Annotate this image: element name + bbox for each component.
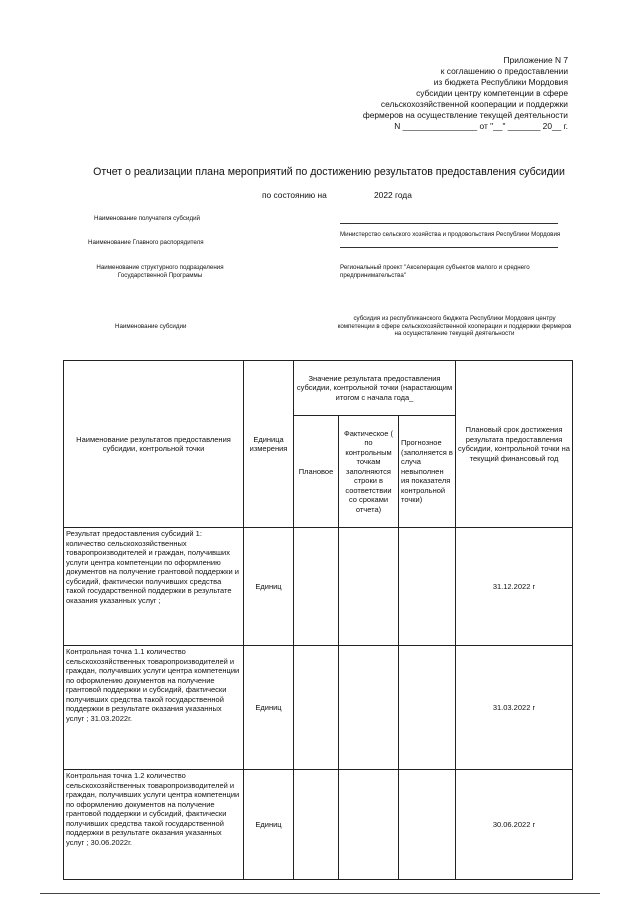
manager-value: Министерство сельского хозяйства и продовольствия Республики Мордовия (340, 231, 561, 238)
header-forecast: Прогнозное (заполняется в случа невыполнен ия показателя контрольной точки) (399, 416, 456, 528)
appendix-line: из бюджета Республики Мордовия (433, 77, 568, 87)
row-planned (294, 770, 339, 880)
row-planned (294, 646, 339, 770)
report-title: Отчет о реализации плана мероприятий по достижению результатов предоставления субсидии (93, 166, 565, 178)
as-of-line (262, 190, 412, 200)
as-of-year: 2022 года (374, 190, 412, 200)
appendix-line: к соглашению о предоставлении (440, 66, 568, 76)
header-unit: Единица измерения (244, 361, 294, 528)
manager-label: Наименование Главного распорядителя (88, 239, 204, 246)
row-name: Результат предоставления субсидий 1: количество сельскохозяйственных товаропроизводителей и граждан, получивших услуги центра компетенции по оформлению документов на получение грантовой поддержки и субсидий, фактически получивших средства такой государственной поддержки в результате оказания указанных услуг ; (64, 528, 244, 646)
row-name: Контрольная точка 1.2 количество сельскохозяйственных товаропроизводителей и граждан, получивших услуги центра компетенции по оформлению документов на получение грантовой поддержки и субсидий, фактически получивших средства такой государственной поддержки в результате оказания указанных услуг ; 30.06.2022г. (64, 770, 244, 880)
header-value-group: Значение результата предоставления субсидии, контрольной точки (нарастающим итогом с начала года_ (294, 361, 456, 416)
table-row (64, 646, 573, 770)
appendix-header (308, 55, 568, 132)
row-unit: Единиц (244, 528, 294, 646)
row-actual (339, 770, 399, 880)
header-planned: Плановое (294, 416, 339, 528)
subsidy-label: Наименование субсидии (115, 323, 187, 330)
row-forecast (399, 770, 456, 880)
as-of-label: по состоянию на (262, 190, 327, 200)
row-deadline: 30.06.2022 г (456, 770, 573, 880)
row-actual (339, 646, 399, 770)
header-name: Наименование результатов предоставления субсидии, контрольной точки (64, 361, 244, 528)
appendix-line: сельскохозяйственной кооперации и поддержки (380, 99, 568, 109)
row-deadline: 31.12.2022 г (456, 528, 573, 646)
row-unit: Единиц (244, 646, 294, 770)
header-actual: Фактическое ( по контрольным точкам заполняются строки в соответствии со сроками отчета) (339, 416, 399, 528)
row-planned (294, 528, 339, 646)
page-bottom-rule (40, 893, 600, 894)
report-table (63, 360, 573, 880)
table-row (64, 770, 573, 880)
subsidy-value: субсидия из республиканского бюджета Республики Мордовия центру компетенции в сфере сельскохозяйственной кооперации и поддержки фермеров на осуществление текущей деятельности (337, 315, 572, 337)
header-deadline: Плановый срок достижения результата предоставления субсидии, контрольной точки на текущий финансовый год (456, 361, 573, 528)
appendix-line: субсидии центру компетенции в сфере (416, 88, 568, 98)
appendix-line: N ________________ от "__" _______ 20__ г. (394, 121, 568, 131)
recipient-underline (340, 223, 558, 224)
row-deadline: 31.03.2022 г (456, 646, 573, 770)
appendix-line: фермеров на осуществление текущей деятельности (362, 110, 568, 120)
division-label: Наименование структурного подразделения Государственной Программы (96, 264, 224, 279)
row-unit: Единиц (244, 770, 294, 880)
row-name: Контрольная точка 1.1 количество сельскохозяйственных товаропроизводителей и граждан, получивших услуги центра компетенции по оформлению документов на получение грантовой поддержки и субсидий, фактически получивших средства такой государственной поддержки в результате оказания указанных услуг ; 31.03.2022г. (64, 646, 244, 770)
row-forecast (399, 646, 456, 770)
manager-underline (340, 247, 558, 248)
table-row (64, 528, 573, 646)
row-forecast (399, 528, 456, 646)
division-value: Региональный проект "Акселерация субъектов малого и среднего предпринимательства" (340, 264, 530, 279)
appendix-line: Приложение N 7 (503, 55, 568, 65)
row-actual (339, 528, 399, 646)
recipient-label: Наименование получателя субсидий (94, 215, 200, 222)
